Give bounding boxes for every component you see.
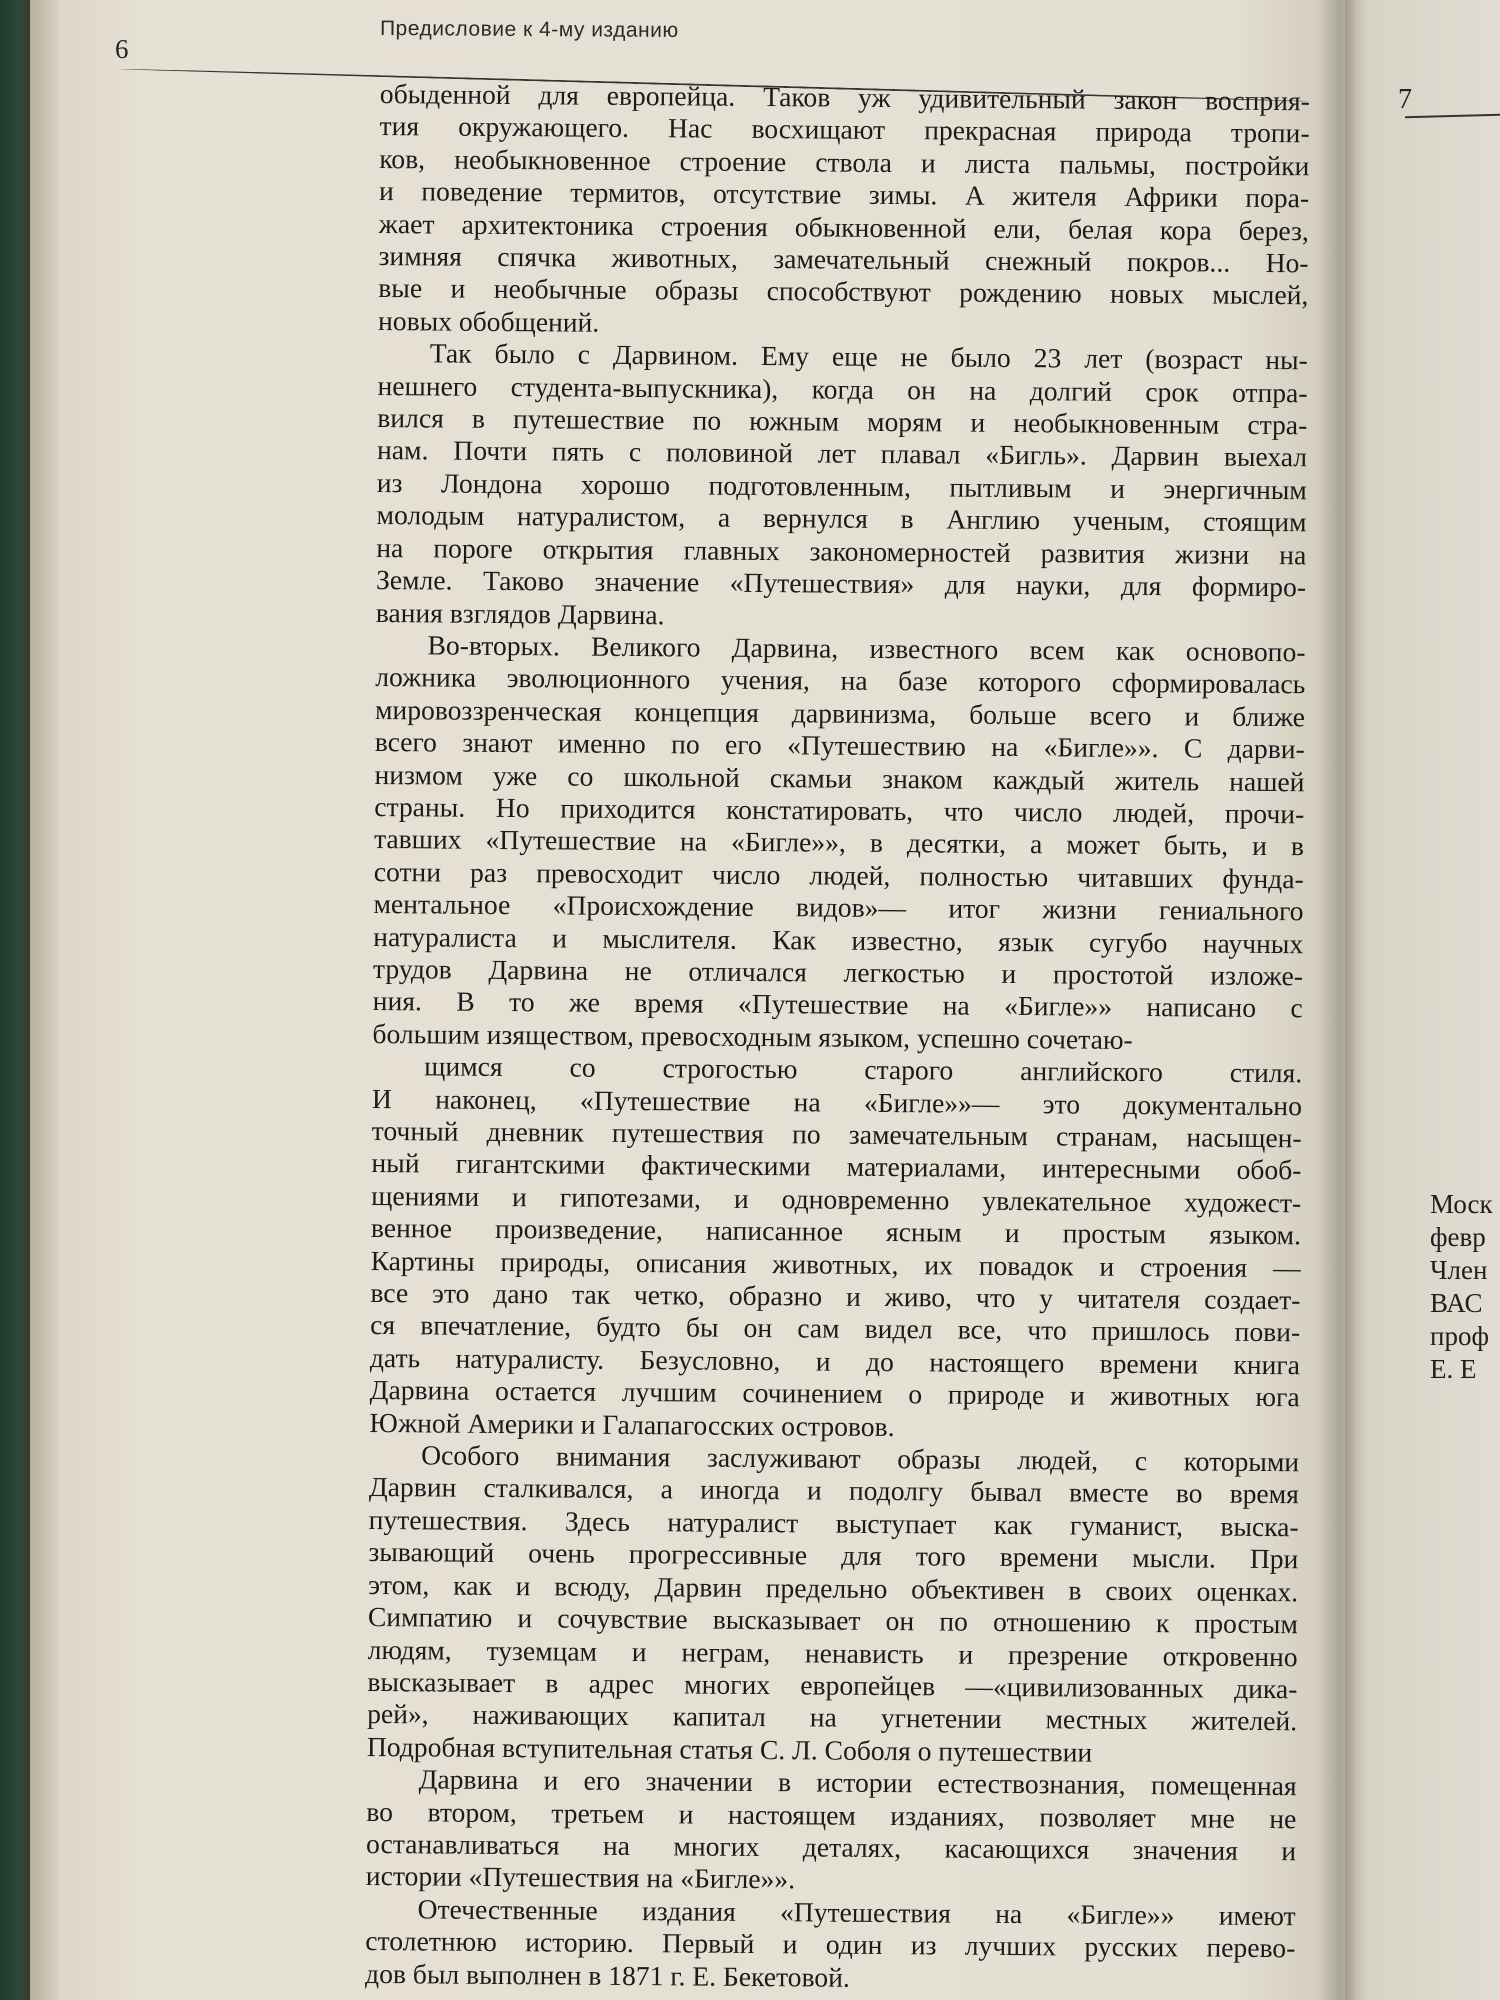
text-line: зимняя спячка животных, замечательный снежный покров... Но- xyxy=(378,240,1309,279)
text-line: Южной Америки и Галапагосских островов. xyxy=(369,1406,895,1442)
body-text xyxy=(365,78,1310,1995)
signature-fragment-line: Член xyxy=(1430,1255,1488,1285)
right-page xyxy=(1345,0,1500,2000)
text-line: трудов Дарвина не отличался легкостью и простотой изложе- xyxy=(372,952,1304,992)
text-line: ся впечатление, будто бы он сам видел все, что пришлось пови- xyxy=(370,1309,1301,1348)
text-line: этом, как и всюду, Дарвин предельно объективен в своих оценках. xyxy=(368,1568,1299,1607)
text-line: ложника эволюционного учения, на базе которого сформировалась xyxy=(375,661,1306,700)
left-page-edge xyxy=(30,0,58,2000)
signature-fragment-line: Моск xyxy=(1430,1189,1493,1219)
text-line: Отечественные издания «Путешествия на «Бигле»» имеют xyxy=(417,1893,1296,1931)
text-line: из Лондона хорошо подготовленным, пытливым и энергичным xyxy=(376,466,1307,506)
text-line: Особого внимания заслуживают образы людей, с которыми xyxy=(421,1439,1300,1478)
text-line: страны. Но приходится констатировать, что число людей, прочи- xyxy=(374,790,1305,830)
text-line: нам. Почти пять с половиной лет плавал «Бигль». Дарвин выехал xyxy=(376,434,1308,473)
text-line: истории «Путешествия на «Бигле»». xyxy=(365,1860,796,1895)
text-line: молодым натуралистом, а вернулся в Англию ученым, стоящим xyxy=(376,499,1307,538)
text-line: жает архитектоника строения обыкновенной ели, белая кора берез, xyxy=(378,207,1309,246)
text-line: Симпатию и сочувствие высказывает он по отношению к простым xyxy=(367,1601,1299,1640)
text-line: И наконец, «Путешествие на «Бигле»»— это документально xyxy=(371,1082,1303,1121)
page-number-right: 7 xyxy=(1398,84,1412,115)
text-line: обыденной для европейца. Таков уж удивительный закон восприя- xyxy=(379,78,1310,117)
text-line: Картины природы, описания животных, их повадок и строения — xyxy=(370,1244,1301,1283)
text-line: на пороге открытия главных закономерностей развития жизни на xyxy=(376,531,1307,570)
text-line: всего знают именно по его «Путешествию на «Бигле»». С дарви- xyxy=(374,726,1305,765)
text-line: точный дневник путешествия по замечательным странам, насыщен- xyxy=(371,1114,1302,1154)
signature-fragment-line: ВАС xyxy=(1430,1288,1483,1318)
text-line: Земле. Таково значение «Путешествия» для науки, для формиро- xyxy=(375,564,1307,603)
text-line: венное произведение, написанное ясным и простым языком. xyxy=(370,1212,1302,1251)
text-line: Дарвина и его значении в истории естествознания, помещенная xyxy=(418,1763,1297,1802)
text-line: во втором, третьем и настоящем изданиях, позволяет мне не xyxy=(366,1795,1297,1834)
text-line: людям, туземцам и неграм, ненависть и презрение откровенно xyxy=(367,1633,1298,1672)
text-line: ный гигантскими фактическими материалами, интересными обоб- xyxy=(371,1147,1302,1186)
text-line: низмом уже со школьной скамьи знаком каждый житель нашей xyxy=(374,758,1305,797)
text-line: мировоззренческая концепция дарвинизма, больше всего и ближе xyxy=(374,693,1306,733)
text-line: новых обобщений. xyxy=(377,304,600,338)
text-line: дов был выполнен в 1871 г. Е. Бекетовой. xyxy=(364,1957,850,1993)
text-line: нешнего студента-выпускника), когда он на долгий срок отпра- xyxy=(377,369,1308,408)
text-line: щимся со строгостью старого английского стиля. xyxy=(424,1050,1303,1089)
text-line: ния. В то же время «Путешествие на «Бигле»» написано с xyxy=(372,985,1303,1024)
text-line: рей», наживающих капитал на угнетении местных жителей. xyxy=(367,1698,1298,1737)
text-line: зывающий очень прогрессивные для того времени мысли. При xyxy=(368,1536,1299,1575)
gutter-shadow xyxy=(1318,0,1358,2000)
text-line: Дарвина остается лучшим сочинением о природе и животных юга xyxy=(369,1374,1300,1413)
text-line: путешествия. Здесь натуралист выступает как гуманист, выска- xyxy=(368,1503,1299,1543)
right-page-signature-fragment xyxy=(1430,1188,1493,1386)
text-line: вые и необычные образы способствуют рождению новых мыслей, xyxy=(378,272,1309,311)
text-line: большим изяществом, превосходным языком, успешно сочетаю- xyxy=(372,1017,1133,1055)
text-line: ментальное «Происхождение видов»— итог жизни гениального xyxy=(373,888,1304,927)
text-line: столетнюю историю. Первый и один из лучших русских перево- xyxy=(365,1925,1296,1964)
text-line: тавших «Путешествие на «Бигле»», в десятки, а может быть, и в xyxy=(373,823,1305,862)
signature-fragment-line: Е. Е xyxy=(1430,1354,1477,1384)
running-title: Предисловие к 4-му изданию xyxy=(379,16,679,43)
text-line: Подробная вступительная статья С. Л. Соболя о путешествии xyxy=(366,1730,1093,1768)
text-line: высказывает в адрес многих европейцев —«цивилизованных дика- xyxy=(367,1665,1298,1705)
text-line: останавливаться на многих деталях, касающихся значения и xyxy=(366,1827,1297,1867)
book-binding xyxy=(0,0,30,2000)
text-line: натуралиста и мыслителя. Как известно, язык сугубо научных xyxy=(373,920,1304,959)
text-line: Так было с Дарвином. Ему еще не было 23 лет (возраст ны- xyxy=(429,337,1308,376)
text-line: вился в путешествие по южным морям и необыкновенным стра- xyxy=(377,402,1308,441)
text-line: дать натуралисту. Безусловно, и до настоящего времени книга xyxy=(369,1341,1301,1381)
text-line: Во-вторых. Великого Дарвина, известного всем как основопо- xyxy=(427,629,1306,668)
text-line: все это дано так четко, образно и живо, что у читателя создает- xyxy=(370,1276,1301,1316)
text-line: щениями и гипотезами, и одновременно увлекательное художест- xyxy=(371,1179,1302,1219)
text-line: сотни раз превосходит число людей, полностью читавших фунда- xyxy=(373,855,1304,895)
text-line: и поведение термитов, отсутствие зимы. А жителя Африки пора- xyxy=(378,175,1310,214)
signature-fragment-line: проф xyxy=(1430,1321,1489,1351)
text-line: Дарвин сталкивался, а иногда и подолгу бывал вместе во время xyxy=(368,1471,1300,1510)
text-line: тия окружающего. Нас восхищают прекрасная природа тропи- xyxy=(379,110,1310,149)
signature-fragment-line: февр xyxy=(1430,1222,1486,1252)
page-number-left: 6 xyxy=(115,34,129,64)
text-line: вания взглядов Дарвина. xyxy=(375,596,665,630)
text-line: ков, необыкновенное строение ствола и листа пальмы, постройки xyxy=(379,142,1310,182)
